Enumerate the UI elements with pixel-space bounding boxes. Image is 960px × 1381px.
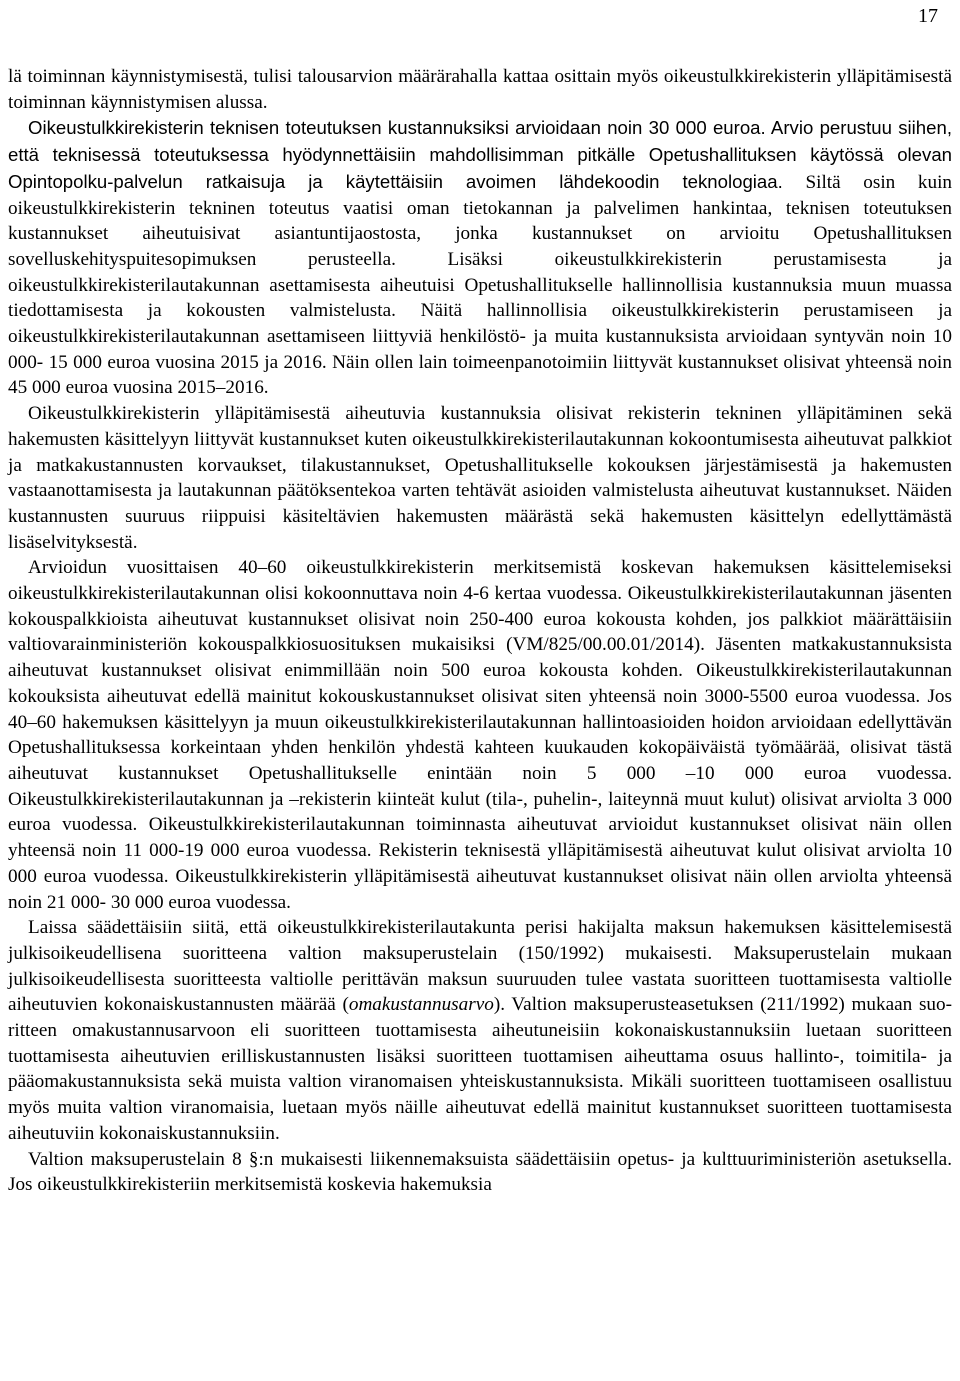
paragraph: [8, 401, 952, 555]
paragraph-text: Siltä osin kuin oikeustulkkirekisterin tekninen toteutus vaatisi oman tietokannan ja palvelimen hankintaa, teknisen toteutuksen kustannukset aiheutuisivat asiantuntijaostosta, jonka kustannukset on arvioitu Opetushallituksen sovelluskehityspuitesopimuksen perusteella. Lisäksi oikeustulkkirekisterin perustamisesta ja oikeustulkkirekisterilautakunnan asettamisesta aiheutuisi Opetushallitukselle hallinnollisia kustannuksia muun muassa tiedottamisesta ja kokousten valmistelusta. Näitä hallinnollisia oikeustulkkirekisterin perustamiseen ja oikeustulkkirekisterilautakunnan asettamiseen liittyviä henkilöstö- ja muita kustannuksista arvioidaan syntyvän noin 10 000- 15 000 euroa vuosina 2015 ja 2016. Näin ollen lain toimeenpanotoimiin liittyvät kustannukset olisivat yhteensä noin 45 000 euroa vuosina 2015–2016.: [8, 171, 952, 399]
paragraph-text: ). Valtion maksuperusteasetuksen (211/1992) mukaan suoritteen omakustannusarvoon eli suoritteen tuottamisesta aiheutuneisiin kokonaiskustannuksiin luetaan suoritteen tuottamisesta aiheutuvien erilliskustannusten lisäksi suoritteen tuottamisen aiheuttama osuus hallinto-, toimitila- ja pääomakustannuksista sekä muista valtion viranomaisen yhteiskustannuksista. Mikäli suoritteen tuottamiseen osallistuu myös muita valtion viranomaisia, luetaan myös näille aiheutuvat edellä mainitut kustannukset suoritteen tuottamisesta aiheutuviin kokonaiskustannuksiin.: [8, 994, 952, 1144]
paragraph-text: Laissa säädettäisiin siitä, että oikeustulkkirekisterilautakunta perisi hakijalta maksun hakemuksen käsittelemisestä julkisoikeudellisena suoritteena valtion maksuperustelain (150/1992) mukaisesti. Maksuperustelain mukaan julkisoikeudellisesta suoritteesta valtiolle perittävän maksun suuruuden tulee vastata suoritteen tuottamisesta valtiolle aiheutuvien kokonaiskustannusten määrää (: [8, 917, 952, 1016]
paragraph: [8, 1147, 952, 1198]
paragraph-text: Oikeustulkkirekisterin teknisen toteutuksen kustannuksiksi arvioidaan noin 30 000 euroa. Arvio perustuu siihen, että teknisessä toteutuksessa hyödynnettäisiin mahdollisimman pitkälle Opetushallituksen käytössä olevan Opintopolku-palvelun ratkaisuja ja käytettäisiin avoimen lähdekoodin teknologiaa.: [8, 117, 952, 192]
paragraph: [8, 115, 952, 401]
paragraph: [8, 915, 952, 1146]
paragraph: [8, 64, 952, 115]
page-number: 17: [918, 5, 938, 27]
paragraph: [8, 555, 952, 915]
document-body: [8, 64, 952, 1198]
paragraph-text: Arvioidun vuosittaisen 40–60 oikeustulkkirekisterin merkitsemistä koskevan hakemuksen käsittelemiseksi oikeustulkkirekisterilautakunnan olisi kokoonnuttava noin 4-6 kertaa vuodessa. Oikeustulkkirekisterilautakunnan jäsenten kokouspalkkioista aiheutuvat kustannukset olisivat noin 250-400 euroa kokousta kohden, jos palkkiot määrättäisiin valtiovarainministeriön kokouspalkkiosuosituksen mukaisiksi (VM/825/00.00.01/2014). Jäsenten matkakustannuksista aiheutuvat kustannukset olisivat enimmillään noin 500 euroa kokousta kohden. Oikeustulkkirekisterilautakunnan kokouksista aiheutuvat edellä mainitut kokouskustannukset olisivat siten yhteensä noin 3000-5500 euroa vuodessa. Jos 40–60 hakemuksen käsittelyyn ja muun oikeustulkkirekisterilautakunnan hallintoasioiden hoidon arvioidaan edellyttävän Opetushallituksessa korkeintaan yhden henkilön yhdestä kahteen kuukauden kokopäiväistä työmäärää, olisivat tästä aiheutuvat kustannukset Opetushallitukselle enintään noin 5 000 –10 000 euroa vuodessa. Oikeustulkkirekisterilautakunnan ja –rekisterin kiinteät kulut (tila-, puhelin-, laiteynnä muut kulut) olisivat arviolta 3 000 euroa vuodessa. Oikeustulkkirekisterilautakunnan toiminnasta aiheutuvat arvioidut kustannukset olisivat näin ollen yhteensä noin 11 000-19 000 euroa vuodessa. Rekisterin teknisestä ylläpitämisestä aiheutuvat kulut olisivat arviolta 10 000 euroa vuodessa. Oikeustulkkirekisterin ylläpitämisestä aiheutuvat kustannukset olisivat näin ollen arviolta yhteensä noin 21 000- 30 000 euroa vuodessa.: [8, 557, 952, 913]
paragraph-text: lä toiminnan käynnistymisestä, tulisi talousarvion määrärahalla kattaa osittain myös oikeustulkkirekisterin ylläpitämisestä toiminnan käynnistymisen alussa.: [8, 66, 952, 113]
paragraph-text: Valtion maksuperustelain 8 §:n mukaisesti liikennemaksuista säädettäisiin opetus- ja kulttuuriministeriön asetuksella. Jos oikeustulkkirekisteriin merkitsemistä koskevia hakemuksia: [8, 1148, 952, 1196]
italic-term: omakustannusarvo: [348, 994, 494, 1016]
paragraph-text: Oikeustulkkirekisterin ylläpitämisestä aiheutuvia kustannuksia olisivat rekisterin tekninen ylläpitäminen sekä hakemusten käsittelyyn liittyvät kustannukset kuten oikeustulkkirekisterilautakunnan kokoontumisesta aiheutuvat palkkiot ja matkakustannusten korvaukset, tilakustannukset, Opetushallitukselle kokouksen järjestämisestä ja hakemusten vastaanottamisesta ja lautakunnan päätöksentekoa varten tehtävät asioiden valmistelusta aiheutuvat kustannukset. Näiden kustannusten suuruus riippuisi käsiteltävien hakemusten määrästä sekä hakemusten käsittelyn edellyttämästä lisäselvityksestä.: [8, 403, 952, 553]
